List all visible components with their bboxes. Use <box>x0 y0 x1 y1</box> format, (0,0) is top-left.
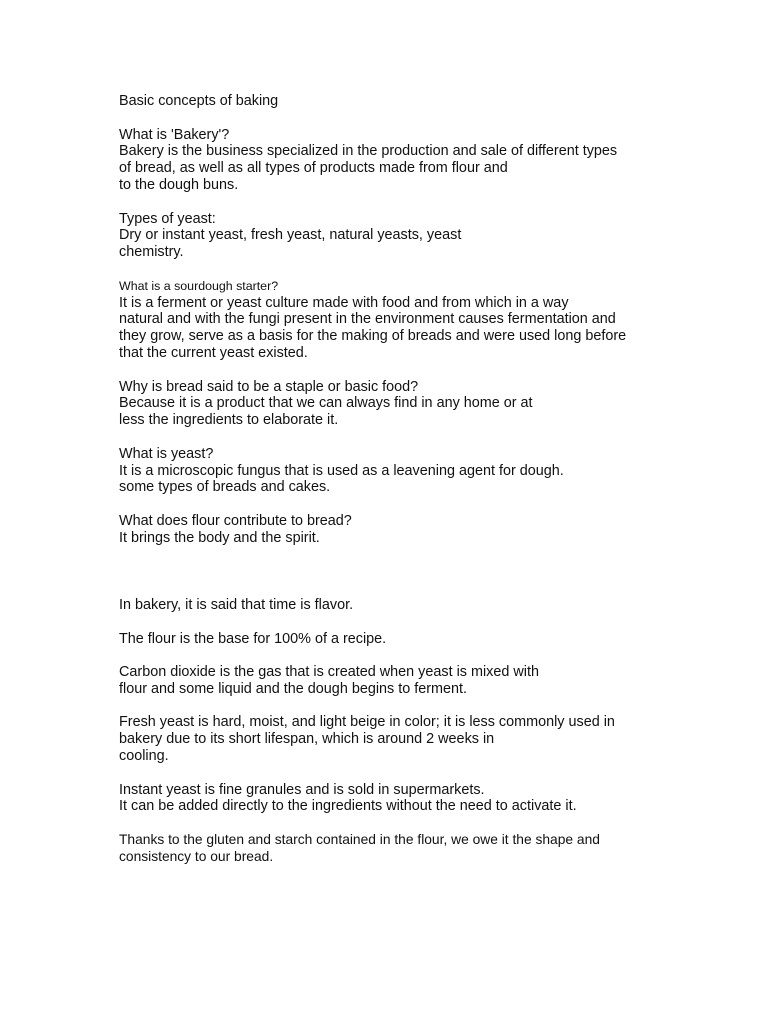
section-heading: What does flour contribute to bread? <box>119 512 352 529</box>
section-line: It is a ferment or yeast culture made with food and from which in a way <box>119 294 569 311</box>
document-title: Basic concepts of baking <box>119 93 279 109</box>
section-what-is-yeast <box>119 446 719 496</box>
fact-paragraph <box>119 664 719 698</box>
fact-line: flour and some liquid and the dough begins to ferment. <box>119 680 468 697</box>
section-heading: Why is bread said to be a staple or basic food? <box>119 378 419 395</box>
section-line: natural and with the fungi present in the environment causes fermentation and <box>119 311 616 328</box>
section-staple-food <box>119 379 719 429</box>
section-line: that the current yeast existed. <box>119 344 308 361</box>
section-line: chemistry. <box>119 244 184 261</box>
section-heading: What is yeast? <box>119 445 214 462</box>
fact-paragraph <box>119 597 719 614</box>
section-line: to the dough buns. <box>119 176 239 193</box>
fact-paragraph <box>119 832 719 866</box>
section-line: Because it is a product that we can always find in any home or at <box>119 395 533 412</box>
section-what-is-bakery <box>119 127 719 194</box>
section-sourdough-starter <box>119 278 719 362</box>
fact-line: The flour is the base for 100% of a recipe. <box>119 630 387 647</box>
section-heading: What is a sourdough starter? <box>119 278 279 293</box>
fact-line: It can be added directly to the ingredients without the need to activate it. <box>119 798 577 815</box>
fact-paragraph <box>119 782 719 816</box>
section-line: Dry or instant yeast, fresh yeast, natural yeasts, yeast <box>119 227 462 244</box>
section-line: some types of breads and cakes. <box>119 479 331 496</box>
fact-line: Fresh yeast is hard, moist, and light beige in color; it is less commonly used in <box>119 714 615 731</box>
fact-line: Thanks to the gluten and starch contained in the flour, we owe it the shape and <box>119 832 600 848</box>
section-line: Bakery is the business specialized in the production and sale of different types <box>119 143 618 160</box>
section-line: of bread, as well as all types of products made from flour and <box>119 160 508 177</box>
fact-line: cooling. <box>119 748 169 765</box>
fact-line: Instant yeast is fine granules and is sold in supermarkets. <box>119 781 485 798</box>
fact-line: Carbon dioxide is the gas that is created when yeast is mixed with <box>119 664 539 681</box>
fact-paragraph <box>119 714 719 764</box>
section-line: It is a microscopic fungus that is used as a leavening agent for dough. <box>119 462 564 479</box>
section-line: less the ingredients to elaborate it. <box>119 412 339 429</box>
section-heading: Types of yeast: <box>119 210 216 227</box>
section-spacer <box>119 563 719 597</box>
fact-line: In bakery, it is said that time is flavor. <box>119 596 354 613</box>
fact-line: bakery due to its short lifespan, which is around 2 weeks in <box>119 731 495 748</box>
section-flour-contribution <box>119 513 719 547</box>
section-line: they grow, serve as a basis for the making of breads and were used long before <box>119 328 627 345</box>
section-heading: What is 'Bakery'? <box>119 126 230 143</box>
section-line: It brings the body and the spirit. <box>119 529 320 546</box>
document-body <box>119 93 719 882</box>
document-title-block <box>119 93 719 110</box>
section-types-of-yeast <box>119 211 719 261</box>
fact-paragraph <box>119 631 719 648</box>
fact-line: consistency to our bread. <box>119 848 274 864</box>
